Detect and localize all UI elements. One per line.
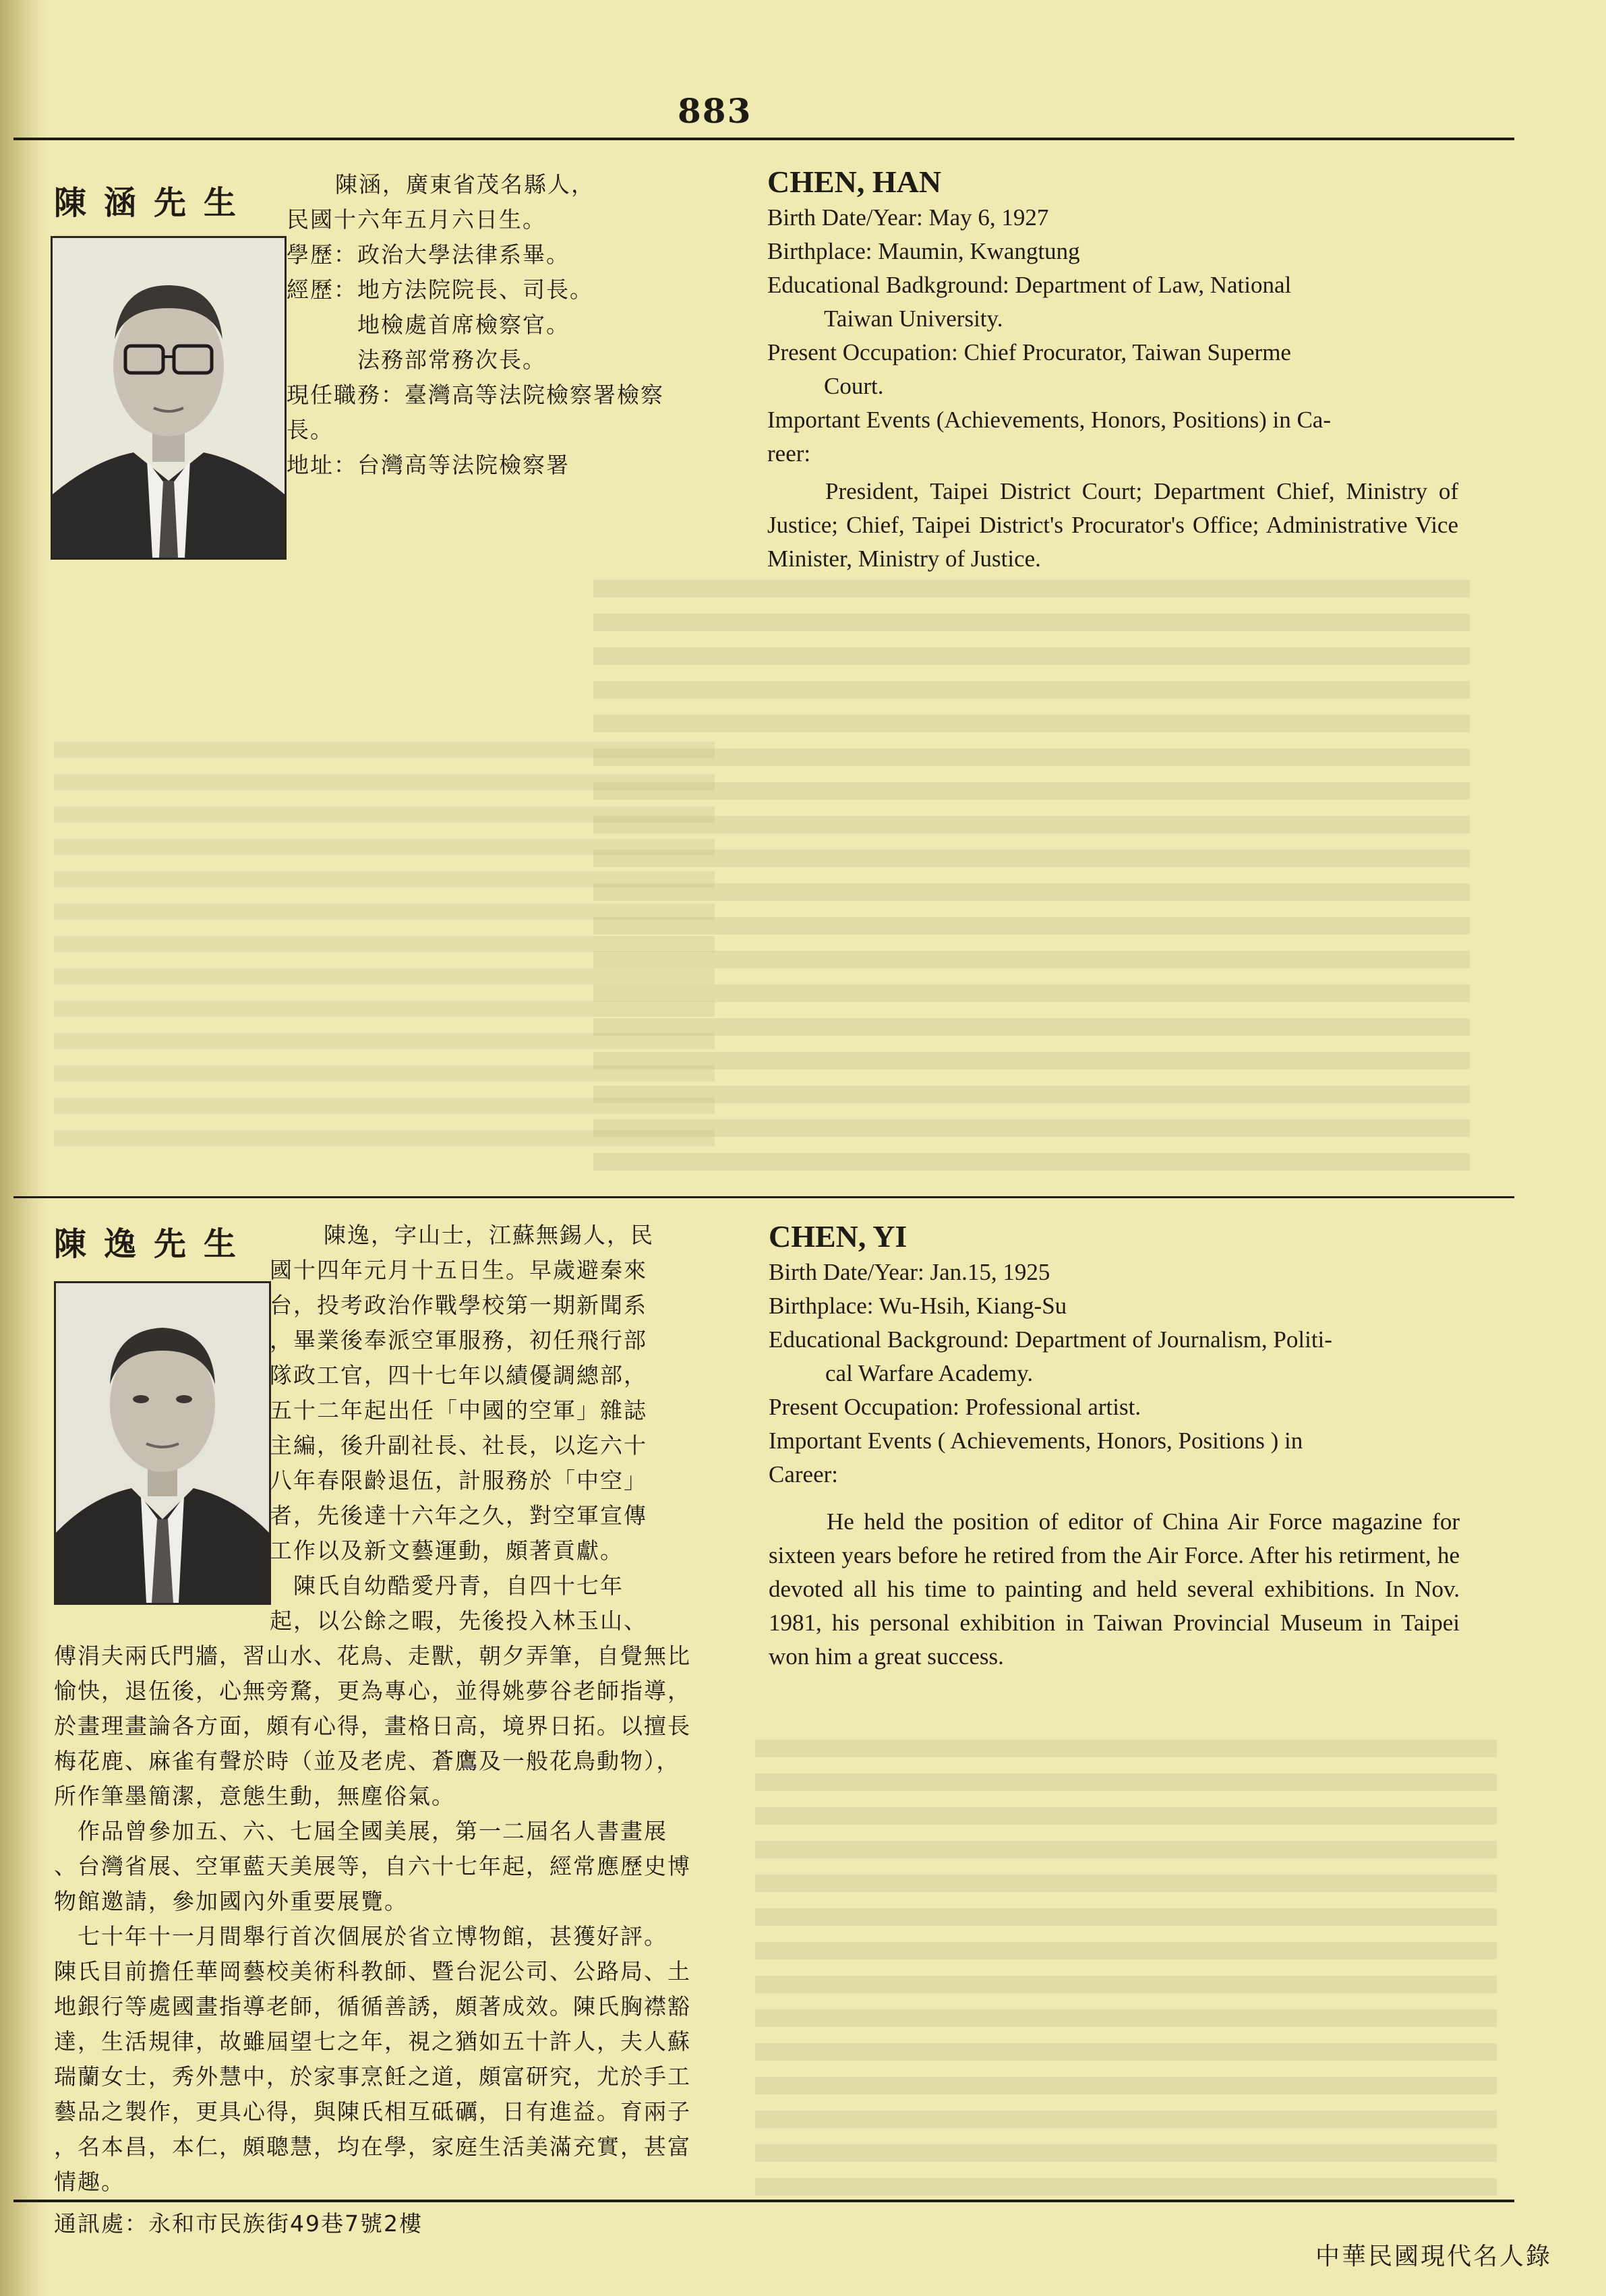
entry-divider [13,1196,1514,1198]
bio-line: 瑞蘭女士，秀外慧中，於家事烹飪之道，頗富研究，尤於手工 [54,2063,691,2090]
en-line: Educational Background: Department of Journalism, Politi- [769,1326,1332,1353]
bio-line: 國十四年元月十五日生。早歲避秦來 [270,1257,647,1283]
bio-line: 經歷：地方法院院長、司長。 [287,276,593,303]
bio-line: 愉快，退伍後，心無旁騖，更為專心，並得姚夢谷老師指導， [54,1678,691,1704]
bio-line: ，名本昌，本仁，頗聰慧，均在學，家庭生活美滿充實，甚富 [54,2133,691,2160]
en-line: Birthplace: Wu-Hsih, Kiang-Su [769,1293,1067,1319]
en-line: reer: [767,440,811,467]
entry-name-zh: 陳涵先生 [54,184,254,222]
en-career-paragraph: He held the position of editor of China Air Force magazine for sixteen years before he retired from the Air Force. After his retirment, he devoted all his time to painting and held several exhibitions. In Nov. 1981, his personal exhibition in Taiwan Provincial Museum in Taipei won him a great success. [769,1508,1460,1670]
en-line: Present Occupation: Professional artist. [769,1394,1141,1420]
bio-line: 地銀行等處國畫指導老師，循循善誘，頗著成效。陳氏胸襟豁 [54,1993,691,2020]
bio-line: 物館邀請，參加國內外重要展覽。 [54,1888,408,1914]
page-number: 883 [678,91,752,131]
en-line: Important Events ( Achievements, Honors, Positions ) in [769,1427,1303,1454]
bio-line: 藝品之製作，更具心得，與陳氏相互砥礪，日有進益。育兩子 [54,2098,691,2125]
en-line: Birth Date/Year: Jan.15, 1925 [769,1259,1050,1285]
bio-line: 學歷：政治大學法律系畢。 [287,241,570,268]
en-line: Court. [824,373,884,399]
show-through-texture-lower [755,1740,1497,2212]
bio-line: 工作以及新文藝運動，頗著貢獻。 [270,1537,624,1564]
bio-line: 長。 [287,417,334,443]
bio-line: ，畢業後奉派空軍服務，初任飛行部 [270,1327,647,1353]
bio-line: 地檢處首席檢察官。 [287,312,570,338]
bio-line: 八年春限齡退伍，計服務於「中空」 [270,1467,647,1494]
entry-name-zh: 陳逸先生 [54,1225,254,1263]
bio-line: 於畫理畫論各方面，頗有心得，畫格日高，境界日拓。以擅長 [54,1713,691,1739]
portrait-photo [51,236,287,560]
bio-line: 民國十六年五月六日生。 [287,206,546,233]
contact-address: 通訊處：永和市民族街49巷7號2樓 [54,2210,423,2237]
footer-rule [13,2200,1514,2202]
bio-line: 陳逸，字山士，江蘇無錫人，民 [324,1222,654,1248]
bio-line: 陳氏目前擔任華岡藝校美術科教師、暨台泥公司、公路局、土 [54,1958,691,1984]
bio-line: 陳涵，廣東省茂名縣人， [335,171,595,198]
bio-line: 現任職務：臺灣高等法院檢察署檢察 [287,382,664,408]
en-line: Taiwan University. [824,305,1003,332]
bio-line: 作品曾參加五、六、七屆全國美展，第一二屆名人書畫展 [54,1818,667,1844]
bio-line: 者，先後達十六年之久，對空軍宣傳 [270,1502,647,1529]
entry-bio-zh [287,167,718,483]
bio-line: 主編，後升副社長、社長，以迄六十 [270,1432,647,1459]
entry-name-en: CHEN, HAN [767,165,942,199]
en-line: Birthplace: Maumin, Kwangtung [767,238,1080,264]
bio-line: 地址：台灣高等法院檢察署 [287,452,570,478]
portrait-man-glasses-icon [53,238,285,558]
bio-line: 法務部常務次長。 [287,347,546,373]
en-career-paragraph: President, Taipei District Court; Department Chief, Ministry of Justice; Chief, Taipei District's Procurator's Office; Administrative Vice Minister, Ministry of Justice. [767,478,1458,572]
entry-bio-zh [54,1218,701,2241]
bio-line: 陳氏自幼酷愛丹青，自四十七年 [270,1572,624,1599]
en-line: cal Warfare Academy. [825,1360,1034,1386]
book-title-footer: 中華民國現代名人錄 [1315,2243,1552,2270]
en-line: Educational Badkground: Department of Law, National [767,272,1292,298]
bio-line: 達，生活規律，故雖屆望七之年，視之猶如五十許人，夫人蘇 [54,2028,691,2055]
en-line: Birth Date/Year: May 6, 1927 [767,204,1049,231]
bio-line: 五十二年起出任「中國的空軍」雜誌 [270,1397,647,1423]
bio-line: 、台灣省展、空軍藍天美展等，自六十七年起，經常應歷史博 [54,1853,691,1879]
entry-english [769,1218,1460,1674]
bio-line: 七十年十一月間舉行首次個展於省立博物館，甚獲好評。 [54,1923,667,1949]
bio-line: 情趣。 [54,2169,125,2195]
bio-line: 梅花鹿、麻雀有聲於時（並及老虎、蒼鷹及一般花鳥動物）， [54,1748,680,1774]
header-rule [13,138,1514,140]
bio-line: 傅涓夫兩氏門牆，習山水、花鳥、走獸，朝夕弄筆，自覺無比 [54,1643,691,1669]
show-through-texture [593,580,1470,1187]
en-line: Career: [769,1461,838,1488]
bio-line: 隊政工官，四十七年以績優調總部， [270,1362,647,1388]
en-line: Present Occupation: Chief Procurator, Taiwan Superme [767,339,1291,365]
show-through-texture-mid [54,742,715,1160]
en-line: Important Events (Achievements, Honors, Positions) in Ca- [767,407,1331,433]
page-gutter-shadow [0,0,47,2296]
entry-name-en: CHEN, YI [769,1219,908,1254]
bio-line: 所作筆墨簡潔，意態生動，無塵俗氣。 [54,1783,455,1809]
bio-line: 台，投考政治作戰學校第一期新聞系 [270,1292,647,1318]
entry-english [767,163,1458,576]
bio-line: 起，以公餘之暇，先後投入林玉山、 [270,1608,647,1634]
